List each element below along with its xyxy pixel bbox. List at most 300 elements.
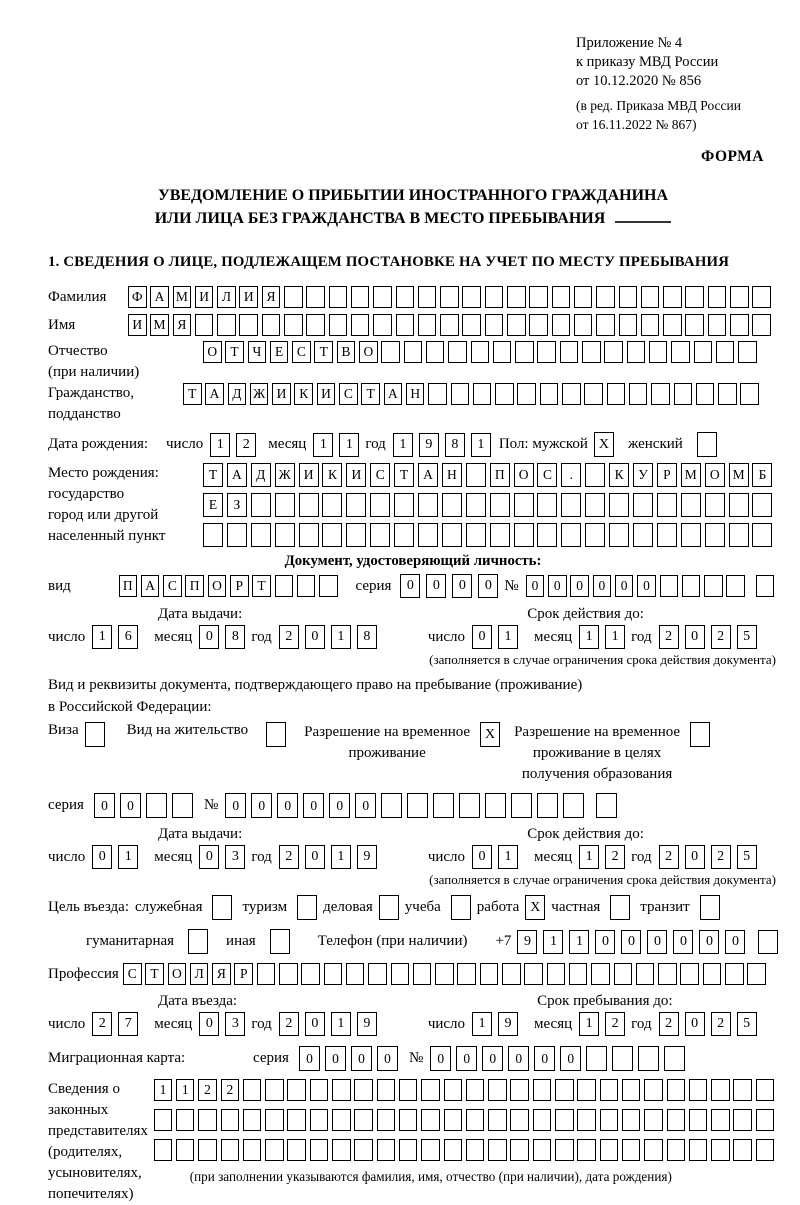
char-cell[interactable] (399, 1109, 418, 1131)
char-cell[interactable] (377, 1079, 396, 1101)
char-cell[interactable] (485, 286, 504, 308)
char-cell[interactable] (480, 963, 499, 985)
char-cell[interactable] (627, 341, 646, 363)
char-cell[interactable] (540, 383, 559, 405)
char-cell[interactable]: 1 (498, 845, 518, 869)
char-cell[interactable] (711, 1139, 730, 1161)
char-cell[interactable] (329, 286, 348, 308)
char-cell[interactable] (667, 1139, 686, 1161)
char-cell[interactable] (426, 341, 445, 363)
char-cell[interactable]: С (537, 463, 557, 487)
char-cell[interactable] (726, 575, 745, 597)
char-cell[interactable]: 0 (725, 930, 745, 954)
char-cell[interactable]: 1 (118, 845, 138, 869)
char-cell[interactable] (354, 1109, 373, 1131)
residence-permit-checkbox[interactable] (266, 722, 286, 747)
char-cell[interactable] (394, 493, 414, 517)
char-cell[interactable] (729, 493, 749, 517)
char-cell[interactable] (428, 383, 447, 405)
char-cell[interactable]: Н (406, 383, 425, 405)
char-cell[interactable]: Т (252, 575, 271, 597)
char-cell[interactable]: 0 (637, 575, 656, 597)
char-cell[interactable]: 0 (526, 575, 545, 597)
char-cell[interactable]: Л (217, 286, 236, 308)
char-cell[interactable] (619, 286, 638, 308)
char-cell[interactable] (507, 286, 526, 308)
char-cell[interactable] (622, 1139, 641, 1161)
char-cell[interactable]: 0 (120, 793, 141, 818)
char-cell[interactable] (537, 523, 557, 547)
char-cell[interactable]: М (729, 463, 749, 487)
char-cell[interactable] (733, 1109, 752, 1131)
char-cell[interactable] (418, 493, 438, 517)
char-cell[interactable]: З (227, 493, 247, 517)
char-cell[interactable] (577, 1109, 596, 1131)
char-cell[interactable] (275, 493, 295, 517)
char-cell[interactable]: С (292, 341, 311, 363)
char-cell[interactable] (370, 493, 390, 517)
char-cell[interactable]: 1 (154, 1079, 173, 1101)
char-cell[interactable] (287, 1109, 306, 1131)
char-cell[interactable] (596, 793, 617, 818)
surname-cells[interactable] (128, 286, 775, 308)
char-cell[interactable]: Т (314, 341, 333, 363)
char-cell[interactable]: И (195, 286, 214, 308)
purpose-commercial-checkbox[interactable] (379, 895, 399, 920)
char-cell[interactable]: 0 (548, 575, 567, 597)
char-cell[interactable] (404, 341, 423, 363)
char-cell[interactable]: А (150, 286, 169, 308)
char-cell[interactable]: 5 (737, 845, 757, 869)
purpose-study-checkbox[interactable] (451, 895, 471, 920)
char-cell[interactable] (517, 383, 536, 405)
char-cell[interactable] (663, 314, 682, 336)
char-cell[interactable] (485, 793, 506, 818)
char-cell[interactable]: 2 (605, 1012, 625, 1036)
char-cell[interactable]: 1 (339, 433, 359, 457)
doc-number-cells[interactable] (526, 575, 778, 597)
char-cell[interactable] (529, 286, 548, 308)
purpose-business-checkbox[interactable] (212, 895, 232, 920)
char-cell[interactable]: 0 (329, 793, 350, 818)
migration-series-cells[interactable] (299, 1046, 403, 1071)
char-cell[interactable]: 0 (595, 930, 615, 954)
char-cell[interactable]: 9 (498, 1012, 518, 1036)
char-cell[interactable] (711, 1109, 730, 1131)
char-cell[interactable] (585, 493, 605, 517)
char-cell[interactable]: П (490, 463, 510, 487)
char-cell[interactable]: 0 (325, 1046, 346, 1071)
char-cell[interactable]: Я (212, 963, 231, 985)
char-cell[interactable] (444, 1079, 463, 1101)
char-cell[interactable] (396, 286, 415, 308)
char-cell[interactable]: 0 (615, 575, 634, 597)
representatives-cells-2[interactable] (154, 1109, 778, 1131)
char-cell[interactable] (619, 314, 638, 336)
char-cell[interactable]: 8 (225, 625, 245, 649)
char-cell[interactable] (552, 286, 571, 308)
char-cell[interactable]: Р (234, 963, 253, 985)
char-cell[interactable]: 0 (225, 793, 246, 818)
char-cell[interactable]: 1 (605, 625, 625, 649)
char-cell[interactable] (560, 341, 579, 363)
char-cell[interactable]: 1 (498, 625, 518, 649)
char-cell[interactable]: 2 (236, 433, 256, 457)
char-cell[interactable] (176, 1139, 195, 1161)
char-cell[interactable]: 0 (570, 575, 589, 597)
char-cell[interactable] (198, 1139, 217, 1161)
char-cell[interactable]: Л (190, 963, 209, 985)
char-cell[interactable]: 1 (331, 1012, 351, 1036)
firstname-cells[interactable] (128, 314, 775, 336)
char-cell[interactable] (718, 383, 737, 405)
char-cell[interactable]: 0 (355, 793, 376, 818)
char-cell[interactable] (633, 493, 653, 517)
char-cell[interactable] (466, 523, 486, 547)
char-cell[interactable] (176, 1109, 195, 1131)
char-cell[interactable] (265, 1109, 284, 1131)
char-cell[interactable] (629, 383, 648, 405)
char-cell[interactable] (671, 341, 690, 363)
char-cell[interactable] (511, 793, 532, 818)
char-cell[interactable] (284, 286, 303, 308)
char-cell[interactable] (421, 1109, 440, 1131)
char-cell[interactable]: Б (752, 463, 772, 487)
char-cell[interactable] (451, 895, 471, 920)
char-cell[interactable] (657, 493, 677, 517)
char-cell[interactable]: Т (225, 341, 244, 363)
migration-number-cells[interactable] (430, 1046, 690, 1071)
char-cell[interactable] (733, 1139, 752, 1161)
char-cell[interactable] (270, 929, 290, 954)
char-cell[interactable] (569, 963, 588, 985)
char-cell[interactable]: 2 (711, 625, 731, 649)
char-cell[interactable] (756, 1139, 775, 1161)
char-cell[interactable] (729, 523, 749, 547)
char-cell[interactable] (533, 1109, 552, 1131)
char-cell[interactable]: Т (361, 383, 380, 405)
char-cell[interactable] (752, 523, 772, 547)
char-cell[interactable] (705, 523, 725, 547)
char-cell[interactable] (435, 963, 454, 985)
char-cell[interactable] (533, 1139, 552, 1161)
char-cell[interactable] (562, 383, 581, 405)
char-cell[interactable] (370, 523, 390, 547)
char-cell[interactable] (195, 314, 214, 336)
char-cell[interactable] (442, 523, 462, 547)
char-cell[interactable] (733, 1079, 752, 1101)
char-cell[interactable] (641, 286, 660, 308)
char-cell[interactable] (332, 1079, 351, 1101)
char-cell[interactable]: А (205, 383, 224, 405)
char-cell[interactable] (716, 341, 735, 363)
char-cell[interactable] (324, 963, 343, 985)
residence-series-cells[interactable] (94, 793, 198, 818)
char-cell[interactable]: 0 (430, 1046, 451, 1071)
char-cell[interactable] (373, 314, 392, 336)
birthplace-cells-3[interactable] (203, 523, 776, 547)
char-cell[interactable] (381, 793, 402, 818)
char-cell[interactable]: В (337, 341, 356, 363)
char-cell[interactable] (466, 493, 486, 517)
char-cell[interactable]: 1 (331, 845, 351, 869)
char-cell[interactable] (221, 1109, 240, 1131)
char-cell[interactable] (649, 341, 668, 363)
char-cell[interactable] (146, 793, 167, 818)
char-cell[interactable]: 0 (472, 845, 492, 869)
entry-day[interactable] (92, 1012, 144, 1036)
char-cell[interactable]: Т (203, 463, 223, 487)
char-cell[interactable] (473, 383, 492, 405)
char-cell[interactable] (584, 383, 603, 405)
char-cell[interactable]: Д (251, 463, 271, 487)
char-cell[interactable]: Я (173, 314, 192, 336)
char-cell[interactable] (600, 1109, 619, 1131)
profession-cells[interactable] (123, 963, 770, 985)
char-cell[interactable] (586, 1046, 607, 1071)
char-cell[interactable] (600, 1079, 619, 1101)
char-cell[interactable]: И (317, 383, 336, 405)
char-cell[interactable] (694, 341, 713, 363)
char-cell[interactable] (399, 1139, 418, 1161)
char-cell[interactable]: 0 (685, 625, 705, 649)
char-cell[interactable] (451, 383, 470, 405)
char-cell[interactable] (351, 286, 370, 308)
char-cell[interactable]: 0 (277, 793, 298, 818)
purpose-humanitarian-checkbox[interactable] (188, 929, 208, 954)
char-cell[interactable] (705, 493, 725, 517)
stay-day[interactable] (472, 1012, 524, 1036)
char-cell[interactable] (448, 341, 467, 363)
char-cell[interactable] (444, 1109, 463, 1131)
char-cell[interactable] (696, 383, 715, 405)
char-cell[interactable]: 0 (377, 1046, 398, 1071)
char-cell[interactable] (490, 493, 510, 517)
char-cell[interactable] (752, 493, 772, 517)
char-cell[interactable]: И (239, 286, 258, 308)
char-cell[interactable] (514, 493, 534, 517)
char-cell[interactable] (600, 1139, 619, 1161)
char-cell[interactable] (297, 895, 317, 920)
representatives-cells-3[interactable] (154, 1139, 778, 1161)
char-cell[interactable] (738, 341, 757, 363)
char-cell[interactable]: 0 (534, 1046, 555, 1071)
char-cell[interactable] (379, 895, 399, 920)
char-cell[interactable]: С (339, 383, 358, 405)
char-cell[interactable] (633, 523, 653, 547)
char-cell[interactable] (373, 286, 392, 308)
char-cell[interactable]: 2 (221, 1079, 240, 1101)
char-cell[interactable] (243, 1079, 262, 1101)
char-cell[interactable] (381, 341, 400, 363)
char-cell[interactable] (607, 383, 626, 405)
char-cell[interactable] (203, 523, 223, 547)
char-cell[interactable] (457, 963, 476, 985)
char-cell[interactable]: 0 (478, 574, 498, 598)
char-cell[interactable] (561, 493, 581, 517)
char-cell[interactable]: 2 (92, 1012, 112, 1036)
char-cell[interactable] (221, 1139, 240, 1161)
char-cell[interactable]: 2 (659, 845, 679, 869)
char-cell[interactable]: 0 (472, 625, 492, 649)
char-cell[interactable]: Р (230, 575, 249, 597)
residence-issue-day[interactable] (92, 845, 144, 869)
char-cell[interactable] (462, 314, 481, 336)
char-cell[interactable]: 0 (508, 1046, 529, 1071)
char-cell[interactable] (332, 1109, 351, 1131)
char-cell[interactable] (708, 286, 727, 308)
char-cell[interactable]: 1 (569, 930, 589, 954)
char-cell[interactable] (485, 314, 504, 336)
char-cell[interactable] (495, 383, 514, 405)
char-cell[interactable] (368, 963, 387, 985)
patronymic-cells[interactable] (203, 341, 760, 363)
char-cell[interactable]: X (525, 895, 545, 920)
char-cell[interactable] (310, 1079, 329, 1101)
purpose-other-checkbox[interactable] (270, 929, 290, 954)
char-cell[interactable] (685, 314, 704, 336)
char-cell[interactable] (329, 314, 348, 336)
char-cell[interactable]: 0 (400, 574, 420, 598)
char-cell[interactable]: Т (394, 463, 414, 487)
char-cell[interactable]: С (123, 963, 142, 985)
char-cell[interactable]: О (359, 341, 378, 363)
char-cell[interactable] (396, 314, 415, 336)
char-cell[interactable] (299, 493, 319, 517)
char-cell[interactable] (657, 523, 677, 547)
char-cell[interactable] (279, 963, 298, 985)
char-cell[interactable]: П (119, 575, 138, 597)
char-cell[interactable]: 0 (199, 845, 219, 869)
char-cell[interactable] (552, 314, 571, 336)
char-cell[interactable]: У (633, 463, 653, 487)
char-cell[interactable] (488, 1139, 507, 1161)
char-cell[interactable] (690, 722, 710, 747)
char-cell[interactable]: 1 (313, 433, 333, 457)
entry-year[interactable] (279, 1012, 383, 1036)
char-cell[interactable]: 0 (94, 793, 115, 818)
char-cell[interactable] (609, 493, 629, 517)
char-cell[interactable] (644, 1139, 663, 1161)
temp-residence-edu-checkbox[interactable] (690, 722, 710, 747)
char-cell[interactable] (747, 963, 766, 985)
char-cell[interactable]: 2 (605, 845, 625, 869)
char-cell[interactable] (577, 1079, 596, 1101)
char-cell[interactable] (287, 1079, 306, 1101)
char-cell[interactable] (262, 314, 281, 336)
char-cell[interactable] (644, 1109, 663, 1131)
char-cell[interactable] (488, 1079, 507, 1101)
doc-issue-year[interactable] (279, 625, 383, 649)
char-cell[interactable]: И (272, 383, 291, 405)
char-cell[interactable] (440, 286, 459, 308)
char-cell[interactable]: 9 (517, 930, 537, 954)
char-cell[interactable] (198, 1109, 217, 1131)
char-cell[interactable] (574, 314, 593, 336)
char-cell[interactable]: Е (270, 341, 289, 363)
char-cell[interactable]: К (294, 383, 313, 405)
char-cell[interactable] (354, 1139, 373, 1161)
char-cell[interactable] (399, 1079, 418, 1101)
char-cell[interactable]: М (173, 286, 192, 308)
birth-month-cells[interactable] (313, 433, 365, 457)
doc-valid-day[interactable] (472, 625, 524, 649)
char-cell[interactable]: 3 (225, 845, 245, 869)
char-cell[interactable] (596, 286, 615, 308)
char-cell[interactable] (614, 963, 633, 985)
char-cell[interactable]: 0 (351, 1046, 372, 1071)
char-cell[interactable]: 2 (279, 625, 299, 649)
char-cell[interactable] (275, 523, 295, 547)
char-cell[interactable]: О (514, 463, 534, 487)
char-cell[interactable] (524, 963, 543, 985)
char-cell[interactable]: 0 (621, 930, 641, 954)
char-cell[interactable] (664, 1046, 685, 1071)
entry-month[interactable] (199, 1012, 251, 1036)
residence-issue-month[interactable] (199, 845, 251, 869)
char-cell[interactable] (391, 963, 410, 985)
char-cell[interactable]: Е (203, 493, 223, 517)
doc-type-cells[interactable] (119, 575, 342, 597)
char-cell[interactable] (697, 432, 717, 457)
char-cell[interactable] (756, 1109, 775, 1131)
char-cell[interactable]: Р (657, 463, 677, 487)
char-cell[interactable]: 9 (419, 433, 439, 457)
char-cell[interactable]: 0 (456, 1046, 477, 1071)
char-cell[interactable]: 9 (357, 1012, 377, 1036)
char-cell[interactable] (346, 493, 366, 517)
char-cell[interactable]: 0 (305, 1012, 325, 1036)
char-cell[interactable] (537, 793, 558, 818)
char-cell[interactable]: О (705, 463, 725, 487)
char-cell[interactable]: 1 (176, 1079, 195, 1101)
char-cell[interactable] (346, 963, 365, 985)
char-cell[interactable]: 0 (303, 793, 324, 818)
char-cell[interactable] (604, 341, 623, 363)
char-cell[interactable]: 0 (482, 1046, 503, 1071)
residence-valid-day[interactable] (472, 845, 524, 869)
char-cell[interactable] (284, 314, 303, 336)
char-cell[interactable]: 1 (210, 433, 230, 457)
char-cell[interactable]: X (594, 432, 614, 457)
char-cell[interactable]: 2 (659, 1012, 679, 1036)
char-cell[interactable] (227, 523, 247, 547)
char-cell[interactable] (510, 1079, 529, 1101)
char-cell[interactable] (585, 463, 605, 487)
char-cell[interactable] (502, 963, 521, 985)
char-cell[interactable] (444, 1139, 463, 1161)
char-cell[interactable]: 2 (279, 845, 299, 869)
char-cell[interactable]: 3 (225, 1012, 245, 1036)
doc-issue-month[interactable] (199, 625, 251, 649)
char-cell[interactable]: 7 (118, 1012, 138, 1036)
char-cell[interactable] (418, 523, 438, 547)
char-cell[interactable] (622, 1109, 641, 1131)
char-cell[interactable] (725, 963, 744, 985)
char-cell[interactable] (266, 722, 286, 747)
birth-year-cells[interactable] (393, 433, 497, 457)
char-cell[interactable]: Ж (275, 463, 295, 487)
visa-checkbox[interactable] (85, 722, 105, 747)
char-cell[interactable] (413, 963, 432, 985)
char-cell[interactable]: 0 (685, 1012, 705, 1036)
char-cell[interactable]: 0 (426, 574, 446, 598)
char-cell[interactable]: А (418, 463, 438, 487)
char-cell[interactable] (212, 895, 232, 920)
char-cell[interactable] (377, 1139, 396, 1161)
char-cell[interactable] (591, 963, 610, 985)
phone-cells[interactable] (517, 930, 784, 954)
